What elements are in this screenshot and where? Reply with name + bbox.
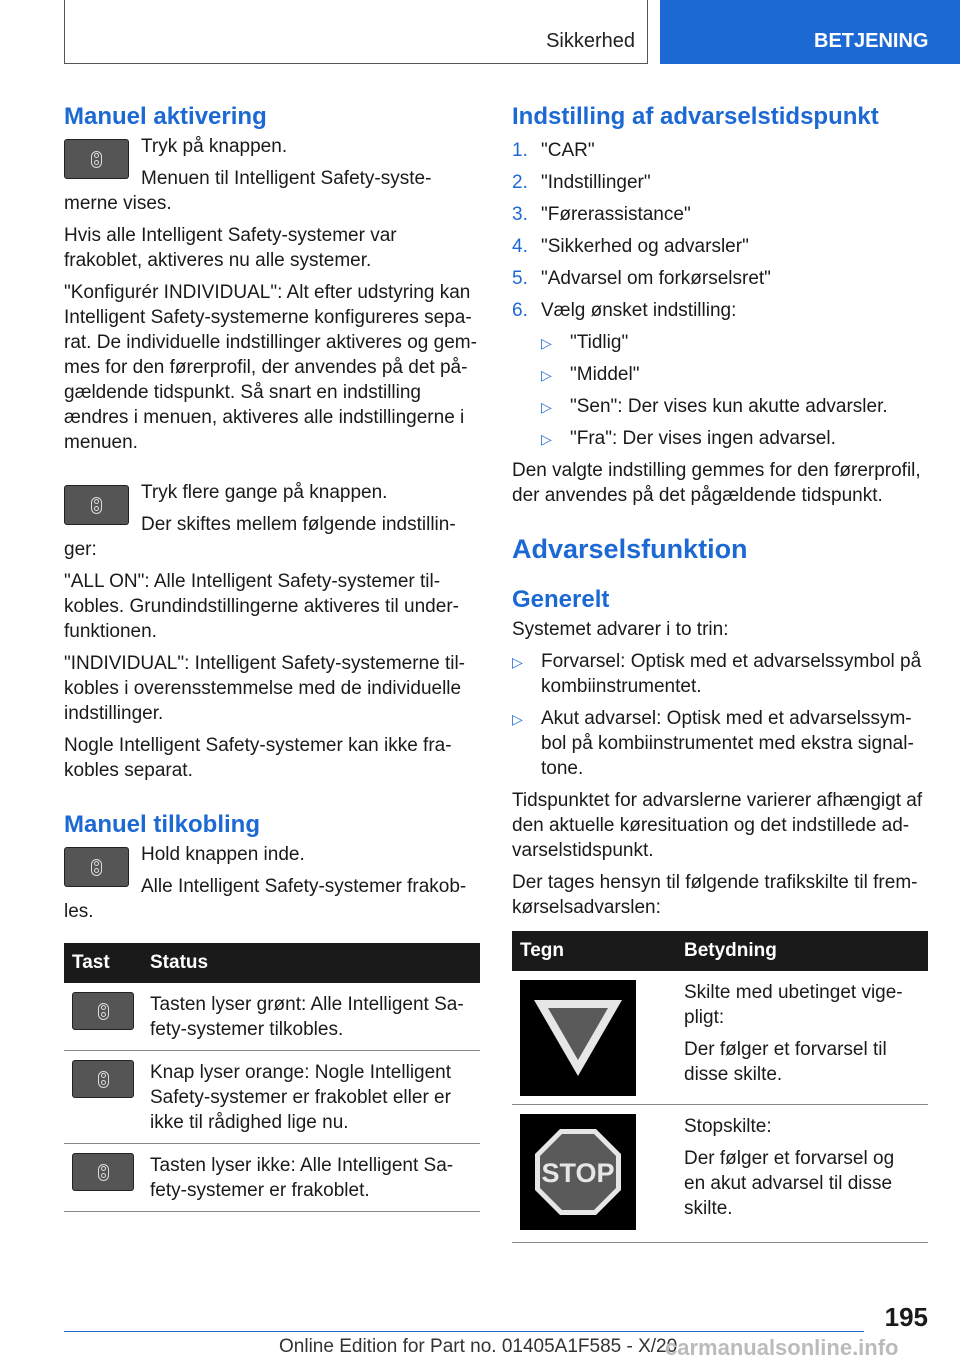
heading-warning-setting: Indstilling af advarselstidspunkt [512, 103, 879, 130]
heading-general: Generelt [512, 586, 610, 613]
safety-button-icon [72, 1060, 134, 1098]
paragraph: Nogle Intelligent Safety-systemer kan ikke fra-kobles separat. [64, 735, 452, 781]
left-column [64, 100, 480, 1212]
triangle-bullet-icon: ▷ [541, 431, 552, 447]
right-column [512, 100, 928, 1243]
safety-button-icon [64, 485, 129, 525]
table-header-key: Tast [64, 943, 142, 983]
steps-list [512, 138, 928, 323]
button-status-table [64, 943, 480, 1212]
step-item: 4. "Sikkerhed og advarsler" [512, 236, 749, 257]
heading-manual-activation: Manuel aktivering [64, 103, 267, 130]
paragraph: Der tages hensyn til følgende trafikskilte til frem-kørselsadvarslen: [512, 872, 918, 918]
instruction-text: Der skiftes mellem følgende indstillin-ger: [64, 514, 456, 560]
step-item: 1. "CAR" [512, 140, 595, 161]
paragraph: Tidspunktet for advarslerne varierer afhængigt af den aktuelle køresituation og det indstillede ad-varselstidspunkt. [512, 790, 923, 861]
instruction-text: Tryk flere gange på knappen. [141, 482, 388, 503]
stop-sign-icon [520, 1114, 636, 1230]
meaning-text: Stopskilte: [684, 1116, 772, 1137]
header-box [64, 0, 648, 64]
instruction-text: Menuen til Intelligent Safety-syste-merne vises. [64, 168, 432, 214]
safety-button-icon [72, 992, 134, 1030]
instruction-text: Hold knappen inde. [141, 844, 305, 865]
triangle-bullet-icon: ▷ [512, 711, 523, 727]
safety-button-icon [64, 139, 129, 179]
button-instruction-3 [64, 842, 480, 924]
heading-warning-function: Advarselsfunktion [512, 534, 748, 564]
list-item: ▷ "Tidlig" [541, 330, 928, 355]
step-item: 2. "Indstillinger" [512, 172, 651, 193]
table-row [64, 1051, 480, 1144]
paragraph: Hvis alle Intelligent Safety-systemer var frakoblet, aktiveres nu alle systemer. [64, 225, 397, 271]
list-item: ▷ "Sen": Der vises kun akutte advarsler. [541, 394, 928, 419]
footer-divider [64, 1331, 864, 1332]
list-item: ▷ "Middel" [541, 362, 928, 387]
safety-button-icon [72, 1153, 134, 1191]
paragraph: "ALL ON": Alle Intelligent Safety-systemer til-kobles. Grundindstillingerne aktiveres til under-funktionen. [64, 571, 459, 642]
triangle-bullet-icon: ▷ [541, 367, 552, 383]
triangle-bullet-icon: ▷ [541, 335, 552, 351]
warning-bullets [512, 649, 928, 781]
step-item: 6. Vælg ønsket indstilling: [512, 300, 737, 321]
options-list [512, 330, 928, 451]
traffic-sign-table [512, 931, 928, 1243]
paragraph: "INDIVIDUAL": Intelligent Safety-systemerne til-kobles i overensstemmelse med de individuelle indstillinger. [64, 653, 466, 724]
list-item: ▷ "Fra": Der vises ingen advarsel. [541, 426, 928, 451]
safety-button-icon [64, 847, 129, 887]
table-header-meaning: Betydning [676, 931, 928, 971]
step-item: 3. "Førerassistance" [512, 204, 691, 225]
paragraph: Systemet advarer i to trin: [512, 619, 729, 640]
table-header-status: Status [142, 943, 480, 983]
button-instruction-1 [64, 134, 480, 216]
heading-manual-connect: Manuel tilkobling [64, 811, 260, 838]
paragraph: "Konfigurér INDIVIDUAL": Alt efter udstyring kan Intelligent Safety-systemerne konfigureres sepa-rat. De individuelle indstillinger aktiveres og gem-mes for den førerprofil, der anvendes på det på-gældende tidspunkt. Så snart en indstilling ændres i menuen, aktiveres alle indstillingerne i menuen. [64, 282, 477, 453]
step-item: 5. "Advarsel om forkørselsret" [512, 268, 771, 289]
table-header-sign: Tegn [512, 931, 676, 971]
meaning-text: Der følger et forvarsel og en akut advarsel til disse skilte. [684, 1148, 895, 1219]
table-row [64, 983, 480, 1051]
page-number: 195 [884, 1302, 928, 1332]
status-cell: Tasten lyser ikke: Alle Intelligent Sa-fety-systemer er frakoblet. [142, 1144, 480, 1212]
triangle-bullet-icon: ▷ [541, 399, 552, 415]
instruction-text: Alle Intelligent Safety-systemer frakob-les. [64, 876, 467, 922]
table-row [512, 1105, 928, 1243]
button-instruction-2 [64, 480, 480, 562]
paragraph: Den valgte indstilling gemmes for den førerprofil, der anvendes på det pågældende tidspunkt. [512, 460, 921, 506]
yield-sign-icon [520, 980, 636, 1096]
stop-sign-text: STOP [541, 1158, 615, 1188]
list-item: ▷ Forvarsel: Optisk med et advarselssymbol på kombiinstrumentet. [512, 651, 922, 697]
edition-text: Online Edition for Part no. 01405A1F585 - X/20 [279, 1336, 678, 1357]
chapter-tab[interactable]: BETJENING [660, 0, 960, 64]
status-cell: Knap lyser orange: Nogle Intelligent Safety-systemer er frakoblet eller er ikke til rådighed lige nu. [142, 1051, 480, 1144]
list-item: ▷ Akut advarsel: Optisk med et advarselssym-bol på kombiinstrumentet med ekstra signal-tone. [512, 708, 914, 779]
watermark: carmanualsonline.info [665, 1335, 899, 1360]
table-row [64, 1144, 480, 1212]
section-title: Sikkerhed [546, 30, 635, 52]
triangle-bullet-icon: ▷ [512, 654, 523, 670]
table-row [512, 971, 928, 1105]
status-cell: Tasten lyser grønt: Alle Intelligent Sa-fety-systemer tilkobles. [142, 983, 480, 1051]
instruction-text: Tryk på knappen. [141, 136, 288, 157]
meaning-text: Skilte med ubetinget vige-pligt: [684, 982, 903, 1028]
meaning-text: Der følger et forvarsel til disse skilte. [684, 1039, 887, 1085]
